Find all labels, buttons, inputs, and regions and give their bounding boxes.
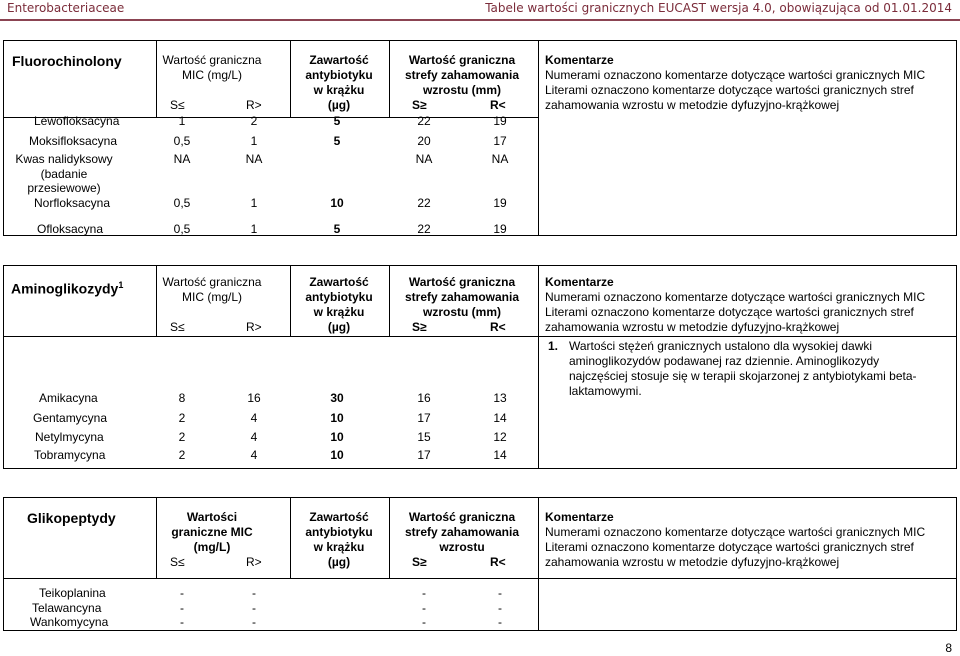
- row-s: 8: [178, 391, 186, 405]
- comments-line3: zahamowania wzrostu w metodzie dyfuzyjno-krążkowej: [545, 320, 840, 334]
- row-zone-s: 17: [417, 411, 431, 425]
- fluoroquinolones-table: [3, 40, 957, 236]
- row-zone-s: 16: [417, 391, 431, 405]
- header-right: Tabele wartości granicznych EUCAST wersja 4.0, obowiązująca od 01.01.2014: [485, 1, 952, 15]
- zone-header-line1: Wartość graniczna: [408, 510, 516, 524]
- group-title-text: Aminoglikozydy: [11, 280, 119, 297]
- row-s: -: [180, 601, 184, 615]
- row-name-line2: (badanie: [40, 167, 88, 181]
- row-r: 1: [250, 134, 258, 148]
- header-left: Enterobacteriaceae: [7, 1, 125, 15]
- row-name: Teikoplanina: [39, 586, 106, 600]
- row-disk: 5: [333, 222, 341, 236]
- disk-header-line4: (µg): [327, 555, 351, 569]
- row-disk: 10: [330, 196, 344, 210]
- row-zone-r: 17: [493, 134, 507, 148]
- row-zone-s: NA: [415, 152, 433, 166]
- comments-header: Komentarze: [545, 53, 614, 67]
- row-name: Wankomycyna: [30, 615, 109, 629]
- disk-header-line4: (µg): [327, 98, 351, 112]
- aminoglycosides-table: [3, 265, 957, 469]
- row-zone-s: 17: [417, 448, 431, 462]
- row-zone-r: 14: [493, 411, 507, 425]
- zone-r-header: R<: [490, 320, 506, 334]
- row-zone-r: 13: [493, 391, 507, 405]
- row-zone-r: 12: [493, 430, 507, 444]
- note-number: 1.: [548, 339, 559, 353]
- row-zone-s: 20: [417, 134, 431, 148]
- header-divider: [0, 19, 960, 21]
- row-disk: 30: [330, 391, 344, 405]
- row-s: 1: [178, 114, 186, 128]
- row-r: -: [252, 586, 256, 600]
- comments-line2: Literami oznaczono komentarze dotyczące wartości granicznych stref: [545, 83, 914, 97]
- zone-r-header: R<: [490, 555, 506, 569]
- row-r: 4: [250, 411, 258, 425]
- row-s: NA: [173, 152, 191, 166]
- zone-s-header: S≥: [412, 320, 427, 334]
- row-s: 2: [178, 411, 186, 425]
- zone-header-line2: strefy zahamowania: [404, 525, 520, 539]
- group-title-glycopeptides: Glikopeptydy: [27, 510, 116, 526]
- row-r: 2: [250, 114, 258, 128]
- row-zone-r: -: [498, 586, 502, 600]
- disk-header-line4: (µg): [327, 320, 351, 334]
- row-zone-s: -: [422, 615, 426, 629]
- zone-r-header: R<: [490, 98, 506, 112]
- disk-header-line1: Zawartość: [309, 510, 369, 524]
- disk-header-line2: antybiotyku: [305, 525, 373, 539]
- row-zone-s: 15: [417, 430, 431, 444]
- row-name: Ofloksacyna: [37, 222, 104, 236]
- row-s: 2: [178, 430, 186, 444]
- zone-header-line3: wzrostu (mm): [423, 305, 501, 319]
- row-name: Norfloksacyna: [34, 196, 111, 210]
- row-name: Tobramycyna: [34, 448, 106, 462]
- row-disk: 10: [330, 430, 344, 444]
- disk-header-line1: Zawartość: [309, 275, 369, 289]
- row-zone-r: -: [498, 615, 502, 629]
- comments-line3: zahamowania wzrostu w metodzie dyfuzyjno-krążkowej: [545, 98, 840, 112]
- footnote-marker: 1: [118, 280, 124, 290]
- row-s: 2: [178, 448, 186, 462]
- zone-header-line2: strefy zahamowania: [404, 68, 520, 82]
- comments-line1: Numerami oznaczono komentarze dotyczące wartości granicznych MIC: [545, 68, 926, 82]
- row-r: 4: [250, 430, 258, 444]
- row-name: Moksifloksacyna: [29, 134, 118, 148]
- row-disk: 5: [333, 114, 341, 128]
- note-text: Wartości stężeń granicznych ustalono dla wysokiej dawki aminoglikozydów podawanej raz dziennie. Aminoglikozydy najczęściej stosuje się w terapii skojarzonej z antybiotykami beta-laktamowymi.: [569, 339, 917, 398]
- row-zone-s: 22: [417, 114, 431, 128]
- comments-line2: Literami oznaczono komentarze dotyczące wartości granicznych stref: [545, 540, 914, 554]
- row-name-line3: przesiewowe): [27, 181, 101, 195]
- row-zone-s: 22: [417, 222, 431, 236]
- row-s: 0,5: [173, 222, 191, 236]
- zone-header-line2: strefy zahamowania: [404, 290, 520, 304]
- disk-header-line2: antybiotyku: [305, 290, 373, 304]
- comments-line1: Numerami oznaczono komentarze dotyczące wartości granicznych MIC: [545, 525, 926, 539]
- mic-r-header: R>: [246, 98, 262, 112]
- mic-header-line2: graniczne MIC: [171, 525, 253, 539]
- row-r: NA: [245, 152, 263, 166]
- row-r: -: [252, 601, 256, 615]
- row-zone-r: NA: [491, 152, 509, 166]
- row-disk: 10: [330, 448, 344, 462]
- row-disk: 5: [333, 134, 341, 148]
- row-name: Amikacyna: [39, 391, 98, 405]
- disk-header-line2: antybiotyku: [305, 68, 373, 82]
- row-zone-r: -: [498, 601, 502, 615]
- comments-line3: zahamowania wzrostu w metodzie dyfuzyjno-krążkowej: [545, 555, 840, 569]
- row-r: -: [252, 615, 256, 629]
- disk-header-line3: w krążku: [313, 305, 365, 319]
- zone-header-line1: Wartość graniczna: [408, 53, 516, 67]
- zone-header-line1: Wartość graniczna: [408, 275, 516, 289]
- mic-r-header: R>: [246, 320, 262, 334]
- row-zone-r: 19: [493, 222, 507, 236]
- row-s: -: [180, 615, 184, 629]
- row-r: 1: [250, 222, 258, 236]
- disk-header-line3: w krążku: [313, 83, 365, 97]
- comments-header: Komentarze: [545, 275, 614, 289]
- zone-s-header: S≥: [412, 98, 427, 112]
- disk-header-line1: Zawartość: [309, 53, 369, 67]
- row-r: 16: [247, 391, 261, 405]
- comments-line1: Numerami oznaczono komentarze dotyczące wartości granicznych MIC: [545, 290, 926, 304]
- zone-header-line3: wzrostu (mm): [423, 83, 501, 97]
- row-name: Telawancyna: [32, 601, 102, 615]
- row-zone-r: 19: [493, 114, 507, 128]
- row-name: Lewofloksacyna: [34, 114, 120, 128]
- row-zone-r: 14: [493, 448, 507, 462]
- page-header: [0, 0, 960, 19]
- page-number: 8: [945, 641, 952, 655]
- group-title-fluoroquinolones: Fluorochinolony: [12, 53, 122, 69]
- zone-header-line3: wzrostu: [439, 540, 485, 554]
- row-zone-s: -: [422, 601, 426, 615]
- row-disk: 10: [330, 411, 344, 425]
- mic-header-line2: MIC (mg/L): [182, 68, 242, 82]
- zone-s-header: S≥: [412, 555, 427, 569]
- row-r: 1: [250, 196, 258, 210]
- row-s: 0,5: [173, 134, 191, 148]
- row-r: 4: [250, 448, 258, 462]
- group-title-aminoglycosides: [11, 278, 123, 297]
- mic-s-header: S≤: [170, 98, 185, 112]
- row-zone-s: 22: [417, 196, 431, 210]
- mic-s-header: S≤: [170, 555, 185, 569]
- row-name: Netylmycyna: [35, 430, 104, 444]
- mic-header-line2: MIC (mg/L): [182, 290, 242, 304]
- row-name-line1: Kwas nalidyksowy: [15, 152, 113, 166]
- row-zone-r: 19: [493, 196, 507, 210]
- row-name: Gentamycyna: [33, 411, 108, 425]
- comments-header: Komentarze: [545, 510, 614, 524]
- row-zone-s: -: [422, 586, 426, 600]
- mic-r-header: R>: [246, 555, 262, 569]
- glycopeptides-table: [3, 497, 957, 631]
- row-s: 0,5: [173, 196, 191, 210]
- mic-header-line1: Wartości: [186, 510, 238, 524]
- row-s: -: [180, 586, 184, 600]
- mic-s-header: S≤: [170, 320, 185, 334]
- mic-header-line3: (mg/L): [193, 540, 231, 554]
- mic-header-line1: Wartość graniczna: [162, 275, 262, 289]
- mic-header-line1: Wartość graniczna: [162, 53, 262, 67]
- comments-line2: Literami oznaczono komentarze dotyczące wartości granicznych stref: [545, 305, 914, 319]
- disk-header-line3: w krążku: [313, 540, 365, 554]
